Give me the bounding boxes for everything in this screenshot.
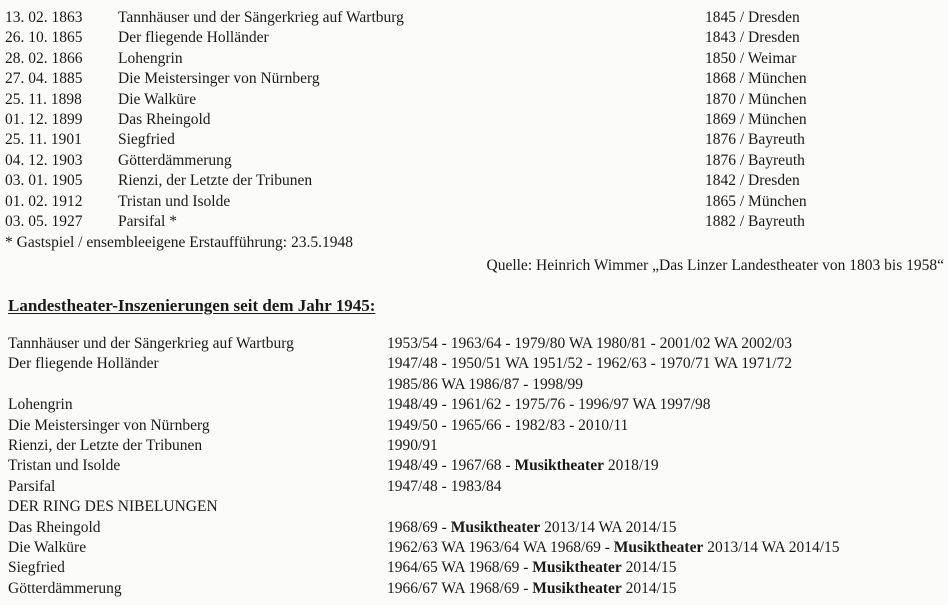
- source-row: [0, 256, 948, 276]
- production-row: [0, 477, 948, 497]
- production-seasons: 1962/63 WA 1963/64 WA 1968/69 - Musiktheater 2013/14 WA 2014/15: [387, 539, 840, 556]
- premiere-row: [0, 8, 948, 28]
- premiere-title: Tristan und Isolde: [118, 192, 231, 210]
- premiere-date: 03. 05. 1927: [5, 213, 83, 230]
- production-title: Rienzi, der Letzte der Tribunen: [8, 437, 203, 454]
- production-row: [0, 497, 948, 517]
- production-title: Parsifal: [8, 477, 56, 495]
- venue-label: Musiktheater: [532, 579, 622, 597]
- premiere-title: Götterdämmerung: [118, 151, 232, 169]
- premiere-date: 04. 12. 1903: [5, 151, 83, 169]
- premiere-title: Siegfried: [118, 131, 175, 149]
- premiere-origin: 1876 / Bayreuth: [705, 151, 805, 169]
- premiere-row: [0, 69, 948, 89]
- production-title: Die Walküre: [8, 539, 87, 556]
- production-title: Tannhäuser und der Sängerkrieg auf Wartburg: [8, 335, 294, 352]
- production-seasons: 1947/48 - 1983/84: [387, 477, 502, 495]
- premiere-row: [0, 110, 948, 130]
- production-seasons: 1990/91: [387, 437, 438, 454]
- production-row: [0, 416, 948, 436]
- production-seasons: 1947/48 - 1950/51 WA 1951/52 - 1962/63 - 1970/71 WA 1971/72: [387, 355, 793, 373]
- production-title: Götterdämmerung: [8, 579, 122, 597]
- production-row: [0, 375, 948, 395]
- venue-label: Musiktheater: [514, 457, 604, 475]
- production-title: Siegfried: [8, 559, 65, 577]
- venue-label: Musiktheater: [450, 518, 541, 536]
- production-seasons: 1948/49 - 1961/62 - 1975/76 - 1996/97 WA 1997/98: [387, 396, 711, 414]
- production-row: [0, 518, 948, 538]
- premiere-origin: 1869 / München: [705, 111, 807, 128]
- premiere-origin: 1882 / Bayreuth: [705, 213, 805, 230]
- footnote: * Gastspiel / ensembleeigene Erstaufführung: 23.5.1948: [5, 234, 353, 251]
- premiere-row: [0, 151, 948, 171]
- production-title: Die Meistersinger von Nürnberg: [8, 416, 210, 434]
- source-citation: Quelle: Heinrich Wimmer „Das Linzer Landestheater von 1803 bis 1958“: [486, 257, 944, 274]
- premiere-date: 03. 01. 1905: [5, 172, 83, 190]
- premiere-origin: 1845 / Dresden: [705, 9, 800, 26]
- premiere-title: Der fliegende Holländer: [118, 29, 269, 47]
- production-title: Tristan und Isolde: [8, 457, 121, 475]
- production-title: Das Rheingold: [8, 518, 101, 536]
- premiere-title: Rienzi, der Letzte der Tribunen: [118, 172, 313, 190]
- production-seasons: 1948/49 - 1967/68 - Musiktheater 2018/19: [387, 457, 659, 475]
- premiere-origin: 1868 / München: [705, 70, 807, 88]
- premiere-origin: 1850 / Weimar: [705, 49, 797, 67]
- section-heading: Landestheater-Inszenierungen seit dem Jahr 1945:: [8, 296, 376, 315]
- premiere-date: 28. 02. 1866: [5, 49, 83, 67]
- production-row: [0, 354, 948, 374]
- premiere-row: [0, 130, 948, 150]
- premiere-date: 25. 11. 1898: [5, 90, 82, 108]
- premiere-origin: 1843 / Dresden: [705, 29, 800, 47]
- production-title: DER RING DES NIBELUNGEN: [8, 498, 218, 516]
- premiere-origin: 1876 / Bayreuth: [705, 131, 805, 149]
- production-seasons: 1968/69 - Musiktheater 2013/14 WA 2014/15: [387, 518, 677, 536]
- production-row: [0, 456, 948, 476]
- premiere-date: 01. 12. 1899: [5, 111, 83, 128]
- premiere-row: [0, 49, 948, 69]
- production-title: Der fliegende Holländer: [8, 355, 159, 373]
- premiere-date: 27. 04. 1885: [5, 70, 83, 88]
- premiere-title: Lohengrin: [118, 49, 183, 67]
- premiere-row: [0, 171, 948, 191]
- premiere-row: [0, 90, 948, 110]
- premiere-row: [0, 192, 948, 212]
- premiere-title: Die Meistersinger von Nürnberg: [118, 70, 320, 88]
- production-seasons: 1949/50 - 1965/66 - 1982/83 - 2010/11: [387, 416, 629, 434]
- footnote-row: [0, 233, 948, 253]
- production-row: [0, 436, 948, 456]
- production-row: [0, 538, 948, 558]
- premiere-origin: 1842 / Dresden: [705, 172, 800, 190]
- premiere-origin: 1865 / München: [705, 192, 807, 210]
- premiere-row: [0, 212, 948, 232]
- premiere-date: 13. 02. 1863: [5, 9, 83, 26]
- production-row: [0, 579, 948, 599]
- production-row: [0, 334, 948, 354]
- premiere-date: 25. 11. 1901: [5, 131, 82, 149]
- production-row: [0, 395, 948, 415]
- venue-label: Musiktheater: [532, 559, 622, 577]
- production-title: Lohengrin: [8, 396, 73, 414]
- production-seasons: 1953/54 - 1963/64 - 1979/80 WA 1980/81 - 2001/02 WA 2002/03: [387, 335, 793, 352]
- production-row: [0, 558, 948, 578]
- production-seasons: 1966/67 WA 1968/69 - Musiktheater 2014/15: [387, 579, 677, 597]
- production-seasons: 1964/65 WA 1968/69 - Musiktheater 2014/15: [387, 559, 677, 577]
- premiere-date: 01. 02. 1912: [5, 192, 83, 210]
- premiere-row: [0, 28, 948, 48]
- premiere-date: 26. 10. 1865: [5, 29, 83, 47]
- production-seasons: 1985/86 WA 1986/87 - 1998/99: [387, 375, 584, 393]
- premiere-title: Parsifal *: [118, 213, 177, 230]
- premiere-origin: 1870 / München: [705, 90, 807, 108]
- venue-label: Musiktheater: [613, 539, 704, 556]
- premiere-title: Die Walküre: [118, 90, 197, 108]
- premiere-title: Tannhäuser und der Sängerkrieg auf Wartburg: [118, 9, 404, 26]
- premiere-title: Das Rheingold: [118, 111, 211, 128]
